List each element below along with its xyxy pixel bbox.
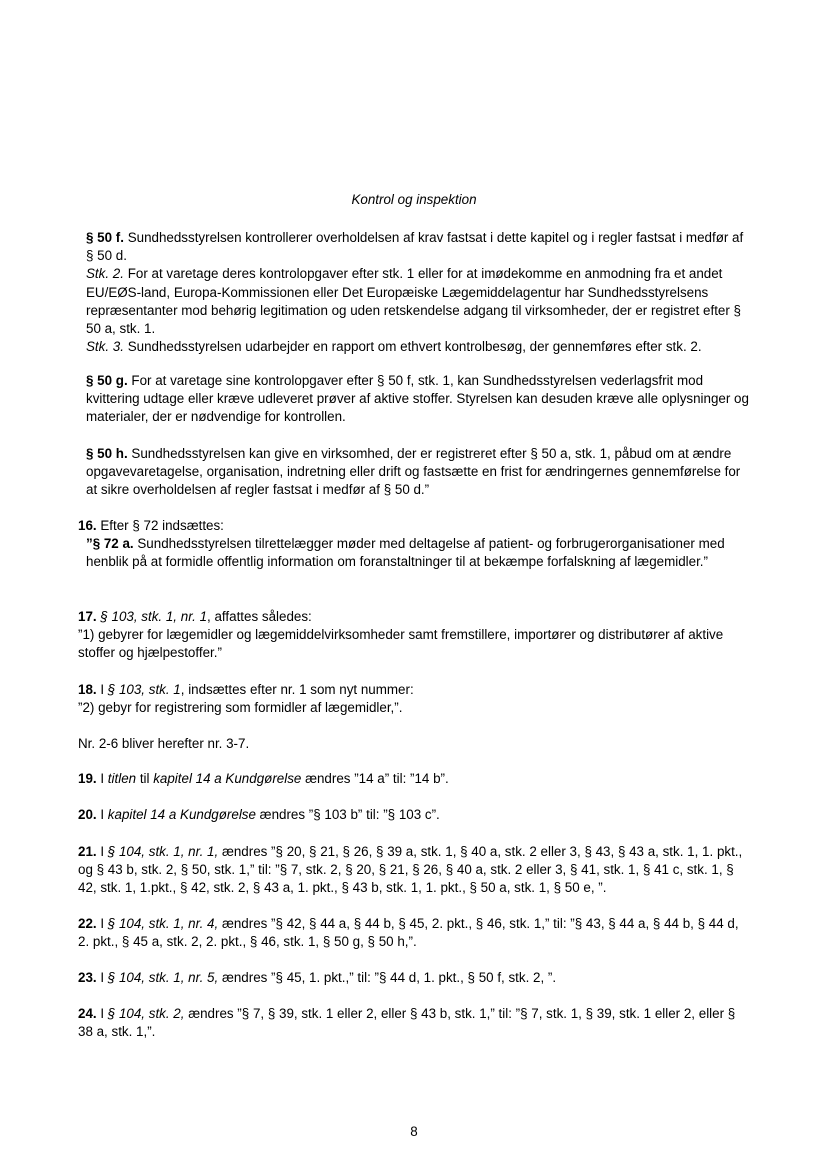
item-19: 19. I titlen til kapitel 14 a Kundgørelse ændres ”14 a” til: ”14 b”. bbox=[78, 771, 449, 786]
item-reference: § 103, stk. 1, nr. 1 bbox=[100, 609, 208, 624]
item-24: 24. I § 104, stk. 2, ændres ”§ 7, § 39, stk. 1 eller 2, eller § 43 b, stk. 1,” til: ”§ 7, stk. 1, § 39, stk. 1 eller 2, eller § 38 a, stk. 1,”. bbox=[78, 1006, 736, 1040]
item-intro: , indsættes efter nr. 1 som nyt nummer: bbox=[180, 682, 414, 697]
item-reference: titlen bbox=[107, 771, 137, 786]
item-17 bbox=[78, 608, 750, 663]
item-reference: § 104, stk. 1, nr. 1, bbox=[107, 844, 219, 859]
item-18: 18. I § 103, stk. 1, indsættes efter nr. 1 som nyt nummer: ”2) gebyr for registrering som formidler af lægemidler,”. bbox=[78, 681, 750, 717]
item-intro: , affattes således: bbox=[207, 609, 312, 624]
item-21: 21. I § 104, stk. 1, nr. 1, ændres ”§ 20, § 21, § 26, § 39 a, stk. 1, § 40 a, stk. 2 eller 3, § 43, § 43 a, stk. 1, 1. pkt., og § 43 b, stk. 2, § 50, stk. 1,” til: ”§ 7, stk. 2, § 20, § 21, § 26, § 40 a, stk. 2 eller 3, § 41, stk. 1, § 41 c, stk. 1, § 42, stk. 1, 1.pkt., § 42, stk. 2, § 43 a, 1. pkt., § 43 b, stk. 1, 1. pkt., § 50 a, stk. 1, § 50 e, ”. bbox=[78, 844, 743, 896]
item-reference: kapitel 14 a Kundgørelse bbox=[153, 771, 302, 786]
item-23: 23. I § 104, stk. 1, nr. 5, ændres ”§ 45, 1. pkt.,” til: ”§ 44 d, 1. pkt., § 50 f, stk. 2, ”. bbox=[78, 970, 557, 985]
item-reference: kapitel 14 a Kundgørelse bbox=[107, 807, 256, 822]
item-number: 16. bbox=[78, 518, 97, 533]
stk-label: Stk. 3. bbox=[86, 339, 124, 355]
item-text: Sundhedsstyrelsen tilrettelægger møder med deltagelse af patient- og forbrugerorganisationer med henblik på at formidle offentlig information om foranstaltninger til at bekæmpe forfalskning af lægemidler.” bbox=[86, 536, 725, 570]
item-text: ”2) gebyr for registrering som formidler af lægemidler,”. bbox=[78, 700, 403, 716]
item-text: ændres ”§ 45, 1. pkt.,” til: ”§ 44 d, 1. pkt., § 50 f, stk. 2, ”. bbox=[218, 970, 557, 985]
item-number: 21. bbox=[78, 844, 97, 859]
item-text: ændres ”§ 42, § 44 a, § 44 b, § 45, 2. pkt., § 46, stk. 1,” til: ”§ 43, § 44 a, § 44 b, § 44 d, 2. pkt., § 45 a, stk. 2, 2. pkt., § 46, stk. 1, § 50 g, § 50 h,”. bbox=[78, 916, 739, 950]
item-text: ændres ”14 a” til: ”14 b”. bbox=[301, 771, 449, 786]
item-reference: § 104, stk. 1, nr. 4, bbox=[107, 916, 219, 931]
section-text: Sundhedsstyrelsen kontrollerer overholdelsen af krav fastsat i dette kapitel og i regler fastsat i medfør af § 50 d. bbox=[86, 230, 744, 264]
item-number: 23. bbox=[78, 970, 97, 985]
item-number: 17. bbox=[78, 609, 97, 624]
stk-text: For at varetage deres kontrolopgaver efter stk. 1 eller for at imødekomme en anmodning fra et andet EU/EØS-land, Europa-Kommissionen eller Det Europæiske Lægemiddelagentur har Sundhedsstyrelsens repræsentanter mod behørig legitimation og uden retskendelse adgang til virksomheder, der er registret efter § 50 a, stk. 1. bbox=[86, 266, 742, 337]
section-text: For at varetage sine kontrolopgaver efter § 50 f, stk. 1, kan Sundhedsstyrelsen vederlagsfrit mod kvittering udtage eller kræve udleveret prøver af aktive stoffer. Styrelsen kan desuden kræve alle oplysninger og materialer, der er nødvendige for kontrollen. bbox=[86, 373, 749, 425]
paragraph-50f bbox=[78, 229, 750, 356]
stk-text: Sundhedsstyrelsen udarbejder en rapport om ethvert kontrolbesøg, der gennemføres efter stk. 2. bbox=[123, 339, 702, 355]
section-label: § 50 h. bbox=[86, 446, 128, 461]
item-16 bbox=[78, 517, 750, 572]
item-number: 20. bbox=[78, 807, 97, 822]
item-text: ”1) gebyrer for lægemidler og lægemiddelvirksomheder samt fremstillere, importører og distributører af aktive stoffer og hjælpestoffer.” bbox=[78, 627, 724, 661]
item-number: 22. bbox=[78, 916, 97, 931]
stk-label: Stk. 2. bbox=[86, 266, 124, 282]
item-text: ændres ”§ 20, § 21, § 26, § 39 a, stk. 1, § 40 a, stk. 2 eller 3, § 43, § 43 a, stk. 1, 1. pkt., og § 43 b, stk. 2, § 50, stk. 1,” til: ”§ 7, stk. 2, § 20, § 21, § 26, § 40 a, stk. 2 eller 3, § 41, stk. 1, § 41 c, stk. 1, § 42, stk. 1, 1.pkt., § 42, stk. 2, § 43 a, 1. pkt., § 43 b, stk. 1, 1. pkt., § 50 a, stk. 1, § 50 e, ”. bbox=[78, 844, 743, 896]
section-label: § 50 g. bbox=[86, 373, 128, 388]
item-text: ændres ”§ 103 b” til: ”§ 103 c”. bbox=[255, 807, 440, 822]
item-text: ændres ”§ 7, § 39, stk. 1 eller 2, eller § 43 b, stk. 1,” til: ”§ 7, stk. 1, § 39, stk. 1 eller 2, eller § 38 a, stk. 1,”. bbox=[78, 1006, 736, 1040]
nr-note: Nr. 2-6 bliver herefter nr. 3-7. bbox=[78, 736, 250, 751]
item-number: 24. bbox=[78, 1006, 97, 1021]
paragraph-50h bbox=[78, 445, 750, 500]
item-22: 22. I § 104, stk. 1, nr. 4, ændres ”§ 42, § 44 a, § 44 b, § 45, 2. pkt., § 46, stk. 1,” til: ”§ 43, § 44 a, § 44 b, § 44 d, 2. pkt., § 45 a, stk. 2, 2. pkt., § 46, stk. 1, § 50 g, § 50 h,”. bbox=[78, 916, 739, 950]
section-heading: Kontrol og inspektion bbox=[351, 192, 477, 207]
item-reference: § 104, stk. 1, nr. 5, bbox=[107, 970, 219, 985]
section-label: § 50 f. bbox=[86, 230, 124, 245]
section-label: ”§ 72 a. bbox=[86, 536, 134, 552]
item-intro: Efter § 72 indsættes: bbox=[96, 518, 224, 533]
page-number: 8 bbox=[410, 1124, 418, 1139]
paragraph-50g bbox=[78, 372, 750, 427]
item-number: 18. bbox=[78, 682, 97, 697]
item-20: 20. I kapitel 14 a Kundgørelse ændres ”§ 103 b” til: ”§ 103 c”. bbox=[78, 807, 440, 822]
section-text: Sundhedsstyrelsen kan give en virksomhed, der er registreret efter § 50 a, stk. 1, påbud om at ændre opgavevaretagelse, organisation, indretning eller drift og fastsætte en frist for ændringernes gennemførelse for at sikre overholdelsen af regler fastsat i medfør af § 50 d.” bbox=[86, 446, 741, 498]
item-number: 19. bbox=[78, 771, 97, 786]
item-reference: § 104, stk. 2, bbox=[107, 1006, 185, 1021]
item-reference: § 103, stk. 1 bbox=[107, 682, 181, 697]
